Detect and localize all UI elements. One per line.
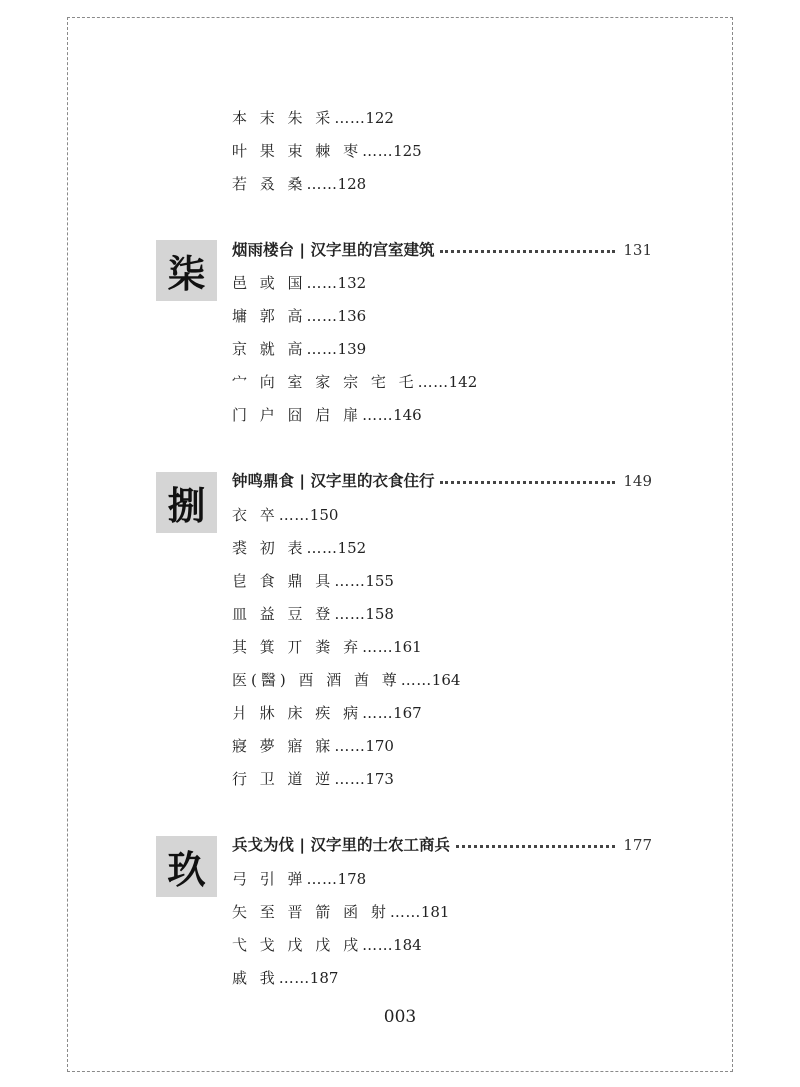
entry-leader: …… [334,737,366,755]
entry-title: 弋 戈 戊 戊 戌 [232,936,363,954]
entry-title: 皿 益 豆 登 [232,605,335,623]
entry-title: 医(醫) 酉 酒 酋 尊 [232,671,401,689]
entry-page: 164 [431,671,461,689]
entry-title: 裘 初 表 [232,539,307,557]
entry-title: 宀 向 室 家 宗 宅 乇 [232,373,418,391]
entry-title: 戚 我 [232,969,279,987]
entry-title: 墉 郭 高 [232,307,307,325]
chapter-leader-dots [440,250,615,253]
toc-entry[interactable] [232,306,366,326]
chapter-page: 177 [623,836,652,854]
toc-entry[interactable] [232,273,366,293]
entry-page: 139 [337,340,367,358]
entry-leader: …… [334,572,366,590]
entry-page: 178 [337,870,367,888]
entry-page: 158 [365,605,394,623]
entry-page: 187 [309,969,339,987]
entry-title: 本 末 朱 采 [232,109,335,127]
entry-page: 142 [448,373,478,391]
entry-leader: …… [362,406,394,424]
toc-entry[interactable] [232,902,449,922]
entry-title: 若 叒 桑 [232,175,307,193]
chapter-page: 131 [623,241,652,259]
entry-page: 152 [337,539,367,557]
toc-entry[interactable] [232,869,366,889]
chapter-title: 烟雨楼台 | 汉字里的宫室建筑 [232,241,435,259]
chapter-leader-dots [456,845,615,848]
entry-leader: …… [306,307,338,325]
toc-entry[interactable] [232,405,422,425]
entry-leader: …… [334,605,366,623]
entry-page: 136 [337,307,367,325]
entry-page: 161 [393,638,422,656]
entry-leader: …… [400,671,432,689]
toc-entry[interactable] [232,571,394,591]
entry-leader: …… [306,175,338,193]
entry-title: 叶 果 束 棘 枣 [232,142,363,160]
chapter-heading[interactable] [232,239,652,261]
entry-leader: …… [334,770,366,788]
toc-entry[interactable] [232,604,394,624]
entry-title: 京 就 高 [232,340,307,358]
chapter-page: 149 [623,472,652,490]
entry-leader: …… [306,539,338,557]
chapter-number-badge: 捌 [156,472,217,533]
entry-leader: …… [278,506,310,524]
entry-page: 122 [365,109,394,127]
toc-entry[interactable] [232,968,338,988]
entry-title: 衣 卒 [232,506,279,524]
toc-entry[interactable] [232,538,366,558]
entry-page: 128 [337,175,367,193]
chapter-number-badge: 柒 [156,240,217,301]
entry-title: 皀 食 鼎 具 [232,572,335,590]
entry-leader: …… [417,373,449,391]
entry-title: 弓 引 弹 [232,870,307,888]
entry-title: 其 箕 丌 粪 弃 [232,638,363,656]
entry-leader: …… [306,870,338,888]
entry-page: 132 [337,274,367,292]
chapter-number-badge: 玖 [156,836,217,897]
entry-leader: …… [306,274,338,292]
toc-entry[interactable] [232,736,394,756]
toc-entry[interactable] [232,141,422,161]
chapter-heading[interactable] [232,834,652,856]
entry-leader: …… [362,638,394,656]
entry-leader: …… [362,936,394,954]
toc-entry[interactable] [232,339,366,359]
entry-title: 爿 牀 床 疾 病 [232,704,363,722]
toc-entry[interactable] [232,108,394,128]
toc-entry[interactable] [232,505,338,525]
toc-entry[interactable] [232,670,460,690]
toc-entry[interactable] [232,174,366,194]
toc-entry[interactable] [232,703,422,723]
chapter-title: 钟鸣鼎食 | 汉字里的衣食住行 [232,472,435,490]
toc-entry[interactable] [232,372,477,392]
entry-title: 行 卫 道 逆 [232,770,335,788]
entry-leader: …… [389,903,421,921]
toc-entry[interactable] [232,637,422,657]
chapter-heading[interactable] [232,470,652,492]
chapter-leader-dots [440,481,615,484]
entry-page: 170 [365,737,394,755]
toc-entry[interactable] [232,769,394,789]
entry-title: 寢 夢 寤 寐 [232,737,335,755]
entry-leader: …… [334,109,366,127]
page-number: 003 [383,1007,417,1027]
entry-leader: …… [362,142,394,160]
entry-leader: …… [278,969,310,987]
entry-page: 146 [393,406,422,424]
entry-page: 181 [420,903,450,921]
entry-page: 173 [365,770,394,788]
entry-leader: …… [362,704,394,722]
toc-entry[interactable] [232,935,422,955]
entry-page: 155 [365,572,394,590]
entry-page: 150 [309,506,339,524]
entry-page: 125 [393,142,422,160]
entry-leader: …… [306,340,338,358]
entry-title: 矢 至 晋 箭 函 射 [232,903,390,921]
chapter-title: 兵戈为伐 | 汉字里的士农工商兵 [232,836,450,854]
entry-page: 184 [393,936,422,954]
entry-page: 167 [393,704,422,722]
entry-title: 门 户 囧 启 扉 [232,406,363,424]
entry-title: 邑 或 国 [232,274,307,292]
